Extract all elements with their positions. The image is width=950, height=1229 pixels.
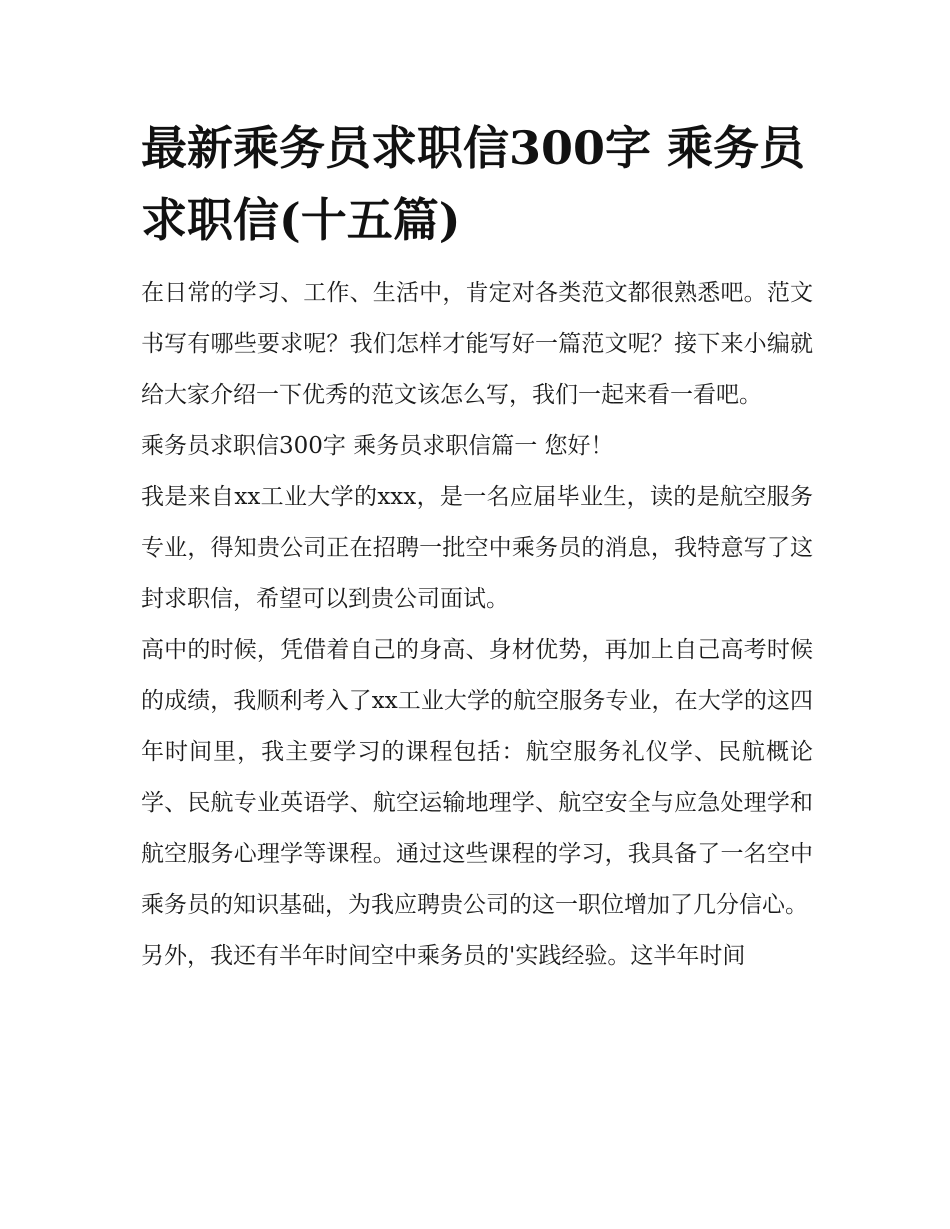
document-content bbox=[141, 112, 813, 982]
paragraph-self-intro: 我是来自xx工业大学的xxx，是一名应届毕业生，读的是航空服务专业，得知贵公司正在招聘一批空中乘务员的消息，我特意写了这封求职信，希望可以到贵公司面试。 bbox=[141, 484, 813, 612]
paragraph-intro: 在日常的学习、工作、生活中，肯定对各类范文都很熟悉吧。范文书写有哪些要求呢？我们怎样才能写好一篇范文呢？接下来小编就给大家介绍一下优秀的范文该怎么写，我们一起来看一看吧。 bbox=[141, 280, 813, 408]
paragraph-heading: 乘务员求职信300字 乘务员求职信篇一 您好！ bbox=[141, 433, 614, 459]
document-title: 最新乘务员求职信300字 乘务员求职信(十五篇) bbox=[141, 121, 806, 247]
paragraph-experience: 另外，我还有半年时间空中乘务员的'实践经验。这半年时间 bbox=[141, 943, 746, 969]
document-body bbox=[141, 268, 813, 982]
paragraph-education: 高中的时候，凭借着自己的身高、身材优势，再加上自己高考时候的成绩，我顺利考入了xx工业大学的航空服务专业，在大学的这四年时间里，我主要学习的课程包括：航空服务礼仪学、民航概论学、民航专业英语学、航空运输地理学、航空安全与应急处理学和航空服务心理学等课程。通过这些课程的学习，我具备了一名空中乘务员的知识基础，为我应聘贵公司的这一职位增加了几分信心。 bbox=[141, 637, 813, 918]
